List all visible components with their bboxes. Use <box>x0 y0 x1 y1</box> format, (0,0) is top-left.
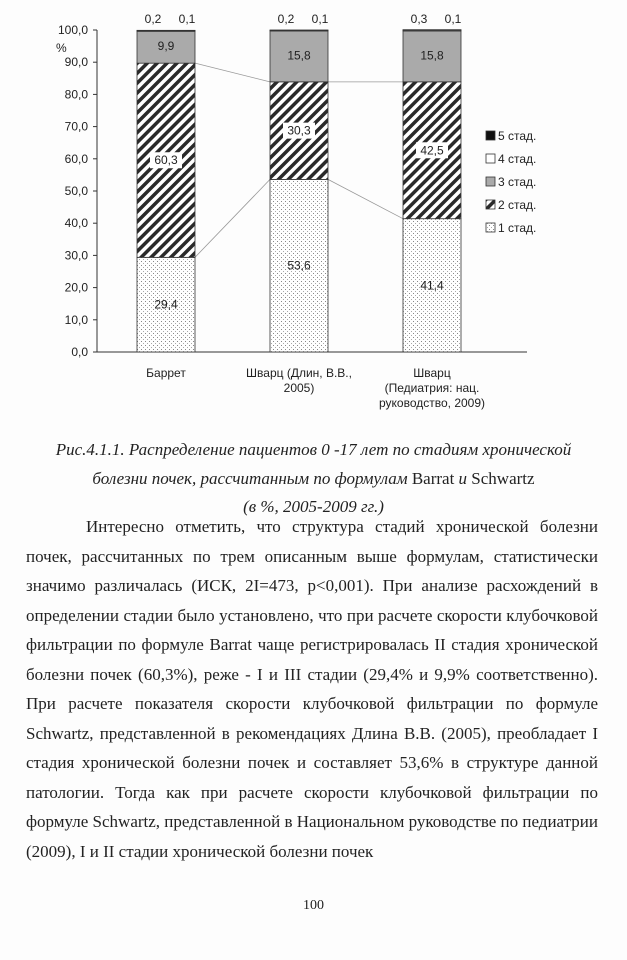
data-label: 9,9 <box>157 39 175 54</box>
bar-segment <box>270 30 328 31</box>
x-tick-label: 2005) <box>283 381 315 395</box>
y-tick-label: 30,0 <box>64 248 88 263</box>
data-label: 42,5 <box>420 143 444 158</box>
y-tick-label: 20,0 <box>64 280 88 295</box>
data-label: 30,3 <box>287 123 311 138</box>
body-paragraph: Интересно отметить, что структура стадий хронической болезни почек, рассчитанных по трем описанным выше формулам, статистически значимо различалась (ИСК, 2I=473, p<0,001). При анализе расхождений в определении стадии было установлено, что при расчете скорости клубочковой фильтрации по формуле Barrat чаще регистрировалась II стадия хронической болезни почек (60,3%), реже - I и III стадии (29,4% и 9,9% соответственно). При расчете показателя скорости клубочковой фильтрации по формуле Schwartz, представленной в рекомендациях Длина В.В. (2005), преобладает I стадия хронической болезни почек и составляет 53,6% в структуре данной патологии. Тогда как при расчете скорости клубочковой фильтрации по формуле Schwartz, представленной в Национальном руководстве по педиатрии (2009), I и II стадии хронической болезни почек <box>26 517 598 861</box>
legend-swatch <box>486 177 495 186</box>
series-line <box>328 179 403 218</box>
legend-swatch <box>486 223 495 232</box>
data-label: 15,8 <box>287 48 311 63</box>
figure-caption-line-2 <box>30 465 597 492</box>
series-line <box>195 179 270 257</box>
y-tick-label: 70,0 <box>64 119 88 134</box>
legend-label: 3 стад. <box>498 175 537 189</box>
y-tick-label: 0,0 <box>71 345 88 359</box>
caption-schwartz: Schwartz <box>471 469 535 488</box>
y-tick-label: 100,0 <box>57 23 88 37</box>
x-tick-label: Шварц <box>413 366 451 380</box>
data-label: 29,4 <box>154 297 178 312</box>
y-tick-label: 10,0 <box>64 312 88 327</box>
bar-segment <box>403 30 461 31</box>
series-line <box>195 63 270 82</box>
x-tick-label: руководство, 2009) <box>378 396 486 410</box>
data-label: 0,2 <box>277 12 295 26</box>
data-label: 0,1 <box>444 12 462 26</box>
figure-caption-line-3: (в %, 2005-2009 гг.) <box>243 497 384 516</box>
data-label: 0,1 <box>311 12 329 26</box>
legend-label: 1 стад. <box>498 221 537 235</box>
y-tick-label: 60,0 <box>64 151 88 166</box>
data-label: 0,3 <box>410 12 428 26</box>
x-tick-label: Шварц (Длин, В.В., <box>246 366 352 380</box>
bar-segment <box>137 30 195 31</box>
legend-swatch <box>486 131 495 140</box>
data-label: 0,2 <box>144 12 162 26</box>
y-tick-label: 50,0 <box>64 184 88 198</box>
y-tick-label: 40,0 <box>64 216 88 231</box>
data-label: 53,6 <box>287 258 311 273</box>
data-label: 0,1 <box>178 12 196 26</box>
y-tick-label: 90,0 <box>64 55 88 70</box>
x-tick-label: (Педиатрия: нац. <box>384 381 480 395</box>
caption-and: и <box>454 469 472 488</box>
data-label: 60,3 <box>154 153 178 168</box>
caption-barrat: Barrat <box>411 469 455 488</box>
figure-caption-line-1: Рис.4.1.1. Распределение пациентов 0 -17 лет по стадиям хронической <box>55 440 572 459</box>
stacked-bar-chart <box>0 0 627 425</box>
legend-label: 4 стад. <box>498 152 537 166</box>
caption-text: болезни почек, рассчитанным по формулам <box>92 469 412 488</box>
legend-label: 2 стад. <box>498 198 537 212</box>
y-tick-label: 80,0 <box>64 87 88 102</box>
legend-swatch <box>486 154 495 163</box>
x-tick-label: Баррет <box>146 366 186 380</box>
y-axis-unit: % <box>56 41 67 55</box>
legend-swatch <box>486 200 495 209</box>
page-number: 100 <box>303 898 324 913</box>
data-label: 41,4 <box>420 278 444 293</box>
data-label: 15,8 <box>420 48 444 63</box>
legend-label: 5 стад. <box>498 129 537 143</box>
